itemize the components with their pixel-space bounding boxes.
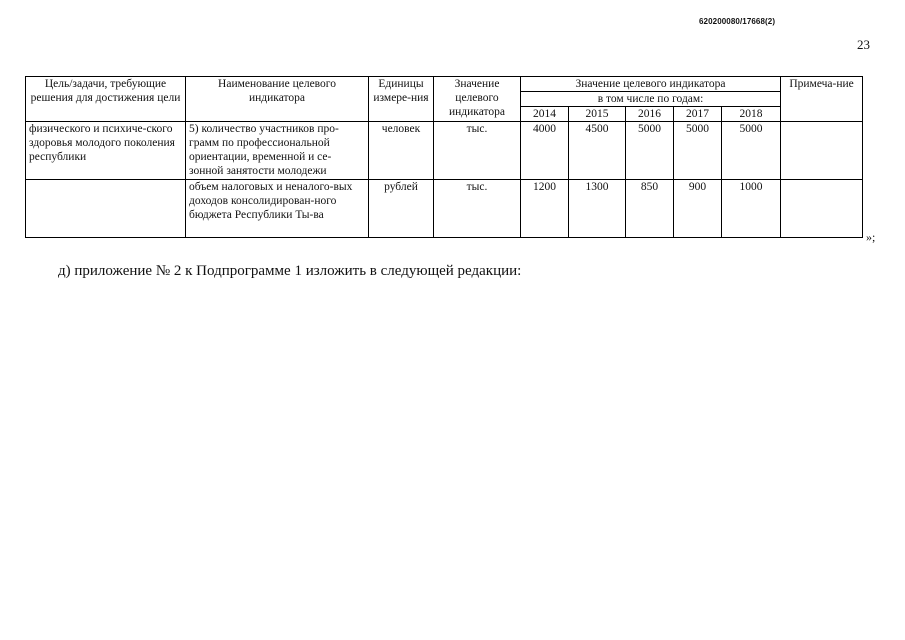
cell-year-value: 4500: [569, 122, 626, 180]
cell-year-value: 850: [626, 180, 674, 238]
body-paragraph: д) приложение № 2 к Подпрограмме 1 изложить в следующей редакции:: [58, 263, 522, 279]
header-value: Значение целевого индикатора: [434, 77, 521, 122]
header-goal: Цель/задачи, требующие решения для достижения цели: [26, 77, 186, 122]
cell-year-value: 900: [674, 180, 722, 238]
header-year: 2018: [722, 107, 781, 122]
cell-note: [781, 180, 863, 238]
header-year: 2014: [521, 107, 569, 122]
cell-indicator-name: объем налоговых и неналого-вых доходов консолидирован-ного бюджета Республики Ты-ва: [186, 180, 369, 238]
header-year: 2017: [674, 107, 722, 122]
page-number: 23: [857, 37, 870, 52]
cell-year-value: 1000: [722, 180, 781, 238]
header-value-group: Значение целевого индикатора: [521, 77, 781, 92]
cell-value: тыс.: [434, 122, 521, 180]
table-header-row-1: [26, 77, 863, 92]
table-row: [26, 180, 863, 238]
cell-year-value: 4000: [521, 122, 569, 180]
closing-quote: »;: [866, 230, 876, 244]
header-year: 2016: [626, 107, 674, 122]
table-row: [26, 122, 863, 180]
cell-year-value: 5000: [674, 122, 722, 180]
cell-goal: физического и психиче-ского здоровья молодого поколения республики: [26, 122, 186, 180]
cell-goal: [26, 180, 186, 238]
cell-note: [781, 122, 863, 180]
header-units: Единицы измере-ния: [369, 77, 434, 122]
cell-year-value: 1200: [521, 180, 569, 238]
header-by-years: в том числе по годам:: [521, 92, 781, 107]
cell-units: рублей: [369, 180, 434, 238]
cell-indicator-name: 5) количество участников про-грамм по профессиональной ориентации, временной и се-зонной занятости молодежи: [186, 122, 369, 180]
cell-year-value: 5000: [626, 122, 674, 180]
indicator-table: [25, 76, 863, 238]
cell-value: тыс.: [434, 180, 521, 238]
document-code: 620200080/17668(2): [699, 17, 776, 26]
cell-year-value: 5000: [722, 122, 781, 180]
cell-year-value: 1300: [569, 180, 626, 238]
header-indicator-name: Наименование целевого индикатора: [186, 77, 369, 122]
header-note: Примеча-ние: [781, 77, 863, 122]
header-year: 2015: [569, 107, 626, 122]
cell-units: человек: [369, 122, 434, 180]
